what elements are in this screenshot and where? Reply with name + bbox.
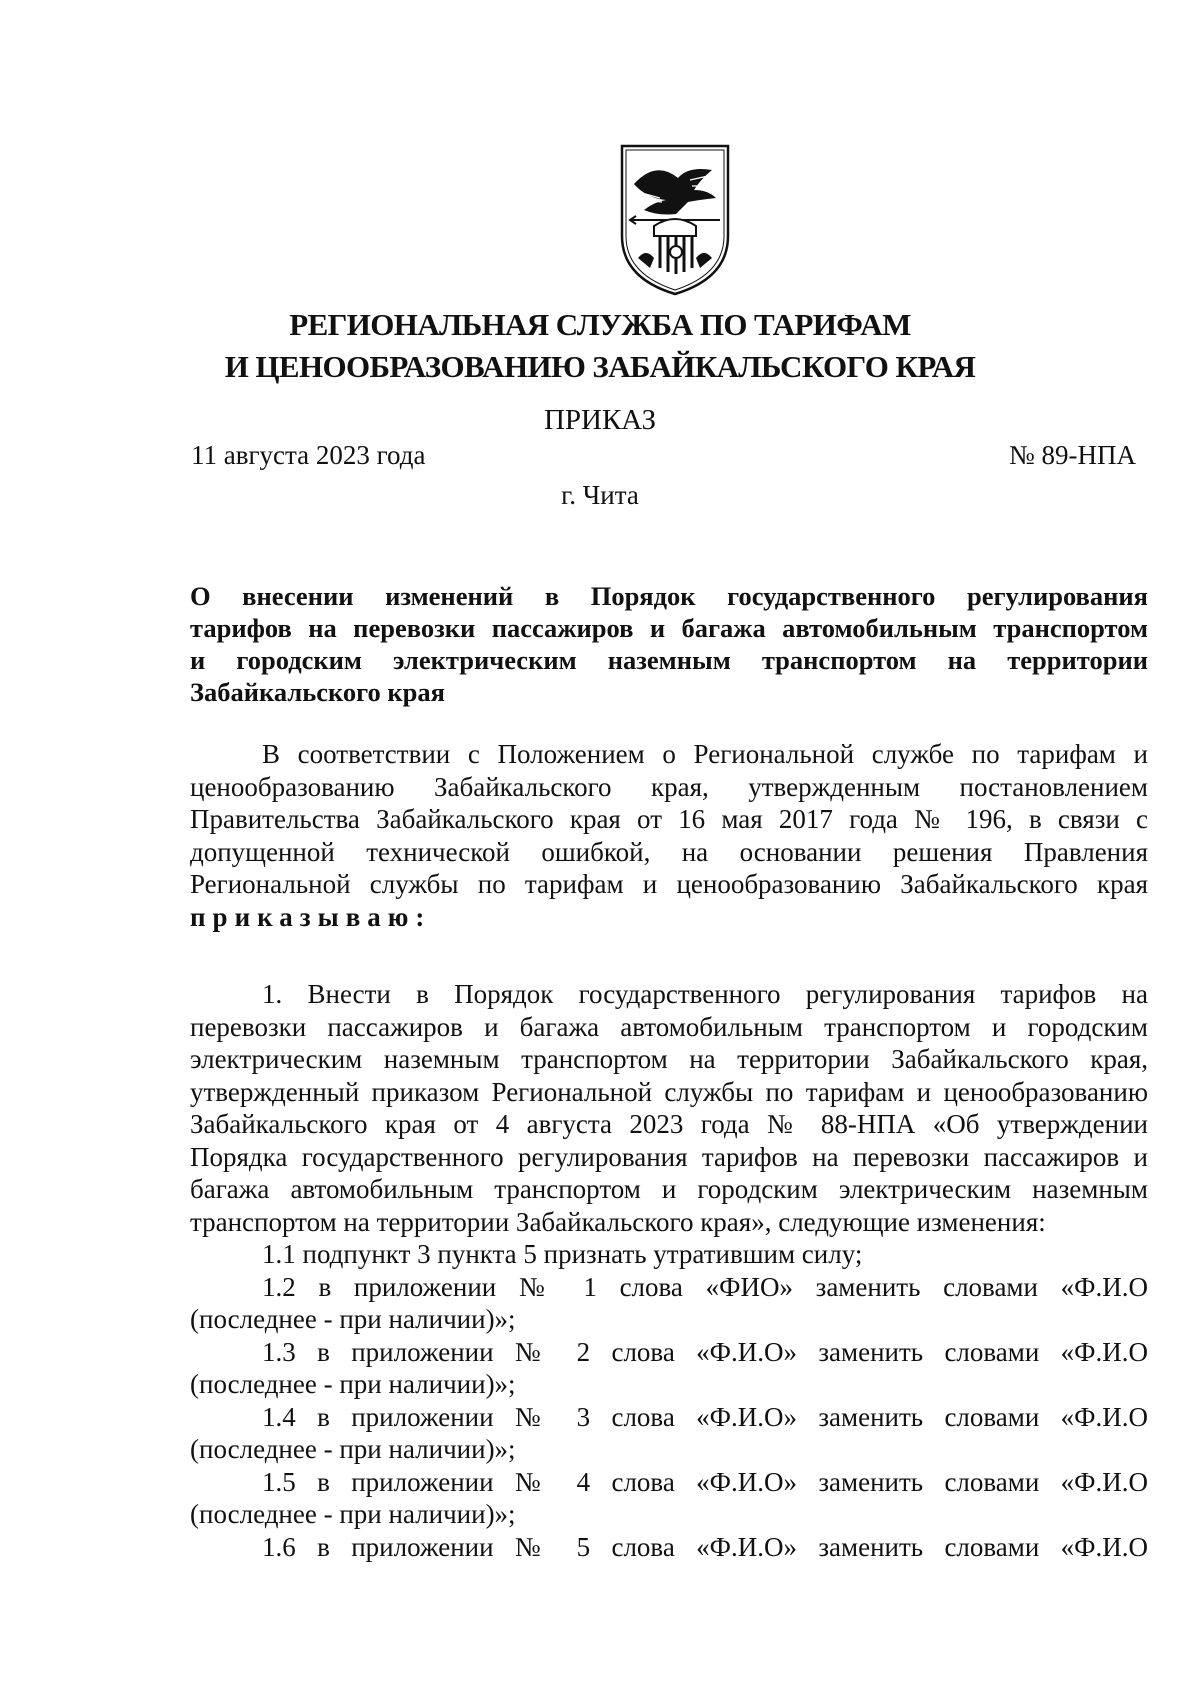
document-number: № 89-НПА — [1009, 440, 1136, 470]
text-line: (последнее - при наличии)»; — [190, 1499, 516, 1529]
document-type: ПРИКАЗ — [543, 404, 657, 436]
text-line: Забайкальского края от 4 августа 2023 года № 88-НПА «Об утверждении — [190, 1109, 1148, 1139]
title-line: О внесении изменений в Порядок государственного регулирования — [190, 581, 1148, 611]
title-line: Забайкальского края — [190, 677, 446, 707]
text-line: В соответствии с Положением о Региональной службе по тарифам и — [262, 739, 1148, 769]
text-line: 1. Внести в Порядок государственного регулирования тарифов на — [262, 979, 1148, 1009]
list-item: 1.1 подпункт 3 пункта 5 признать утратившим силу; — [262, 1239, 863, 1269]
text-line: багажа автомобильным транспортом и городским электрическим наземным — [190, 1174, 1148, 1204]
text-line: ценообразованию Забайкальского края, утвержденным постановлением — [190, 771, 1148, 802]
body-paragraph — [190, 978, 1148, 1563]
order-word: приказываю: — [190, 901, 432, 932]
text-line: Порядка государственного регулирования тарифов на перевозки пассажиров и — [190, 1141, 1148, 1172]
document-date: 11 августа 2023 года — [191, 440, 426, 470]
title-line: и городским электрическим наземным транспортом на территории — [190, 645, 1148, 675]
text-line: транспортом на территории Забайкальского края», следующие изменения: — [190, 1206, 1046, 1237]
coat-of-arms-icon — [616, 140, 734, 298]
text-line: Правительства Забайкальского края от 16 мая 2017 года № 196, в связи с — [190, 804, 1148, 834]
organization-name-line-2: И ЦЕНООБРАЗОВАНИЮ ЗАБАЙКАЛЬСКОГО КРАЯ — [224, 349, 976, 384]
text-line: Региональной службы по тарифам и ценообразованию Забайкальского края — [190, 869, 1148, 899]
list-item: 1.3 в приложении № 2 слова «Ф.И.О» заменить словами «Ф.И.О — [262, 1336, 1148, 1367]
list-item: 1.5 в приложении № 4 слова «Ф.И.О» заменить словами «Ф.И.О — [262, 1466, 1148, 1497]
text-line: электрическим наземным транспортом на территории Забайкальского края, — [190, 1044, 1148, 1074]
preamble-paragraph — [190, 738, 1148, 933]
title-line: тарифов на перевозки пассажиров и багажа автомобильным транспортом — [190, 613, 1148, 643]
text-line: перевозки пассажиров и багажа автомобильным транспортом и городским — [190, 1011, 1148, 1042]
text-line: (последнее - при наличии)»; — [190, 1304, 516, 1334]
text-line: допущенной технической ошибкой, на основании решения Правления — [190, 836, 1148, 867]
document-city: г. Чита — [561, 480, 639, 510]
list-item: 1.6 в приложении № 5 слова «Ф.И.О» заменить словами «Ф.И.О — [262, 1531, 1148, 1562]
list-item: 1.4 в приложении № 3 слова «Ф.И.О» заменить словами «Ф.И.О — [262, 1401, 1148, 1432]
organization-name-line-1: РЕГИОНАЛЬНАЯ СЛУЖБА ПО ТАРИФАМ — [289, 307, 911, 342]
text-line: (последнее - при наличии)»; — [190, 1369, 516, 1399]
text-line: утвержденный приказом Региональной службы по тарифам и ценообразованию — [190, 1076, 1148, 1107]
list-item: 1.2 в приложении № 1 слова «ФИО» заменить словами «Ф.И.О — [262, 1271, 1148, 1302]
document-title — [190, 580, 1148, 708]
text-line: (последнее - при наличии)»; — [190, 1434, 516, 1464]
